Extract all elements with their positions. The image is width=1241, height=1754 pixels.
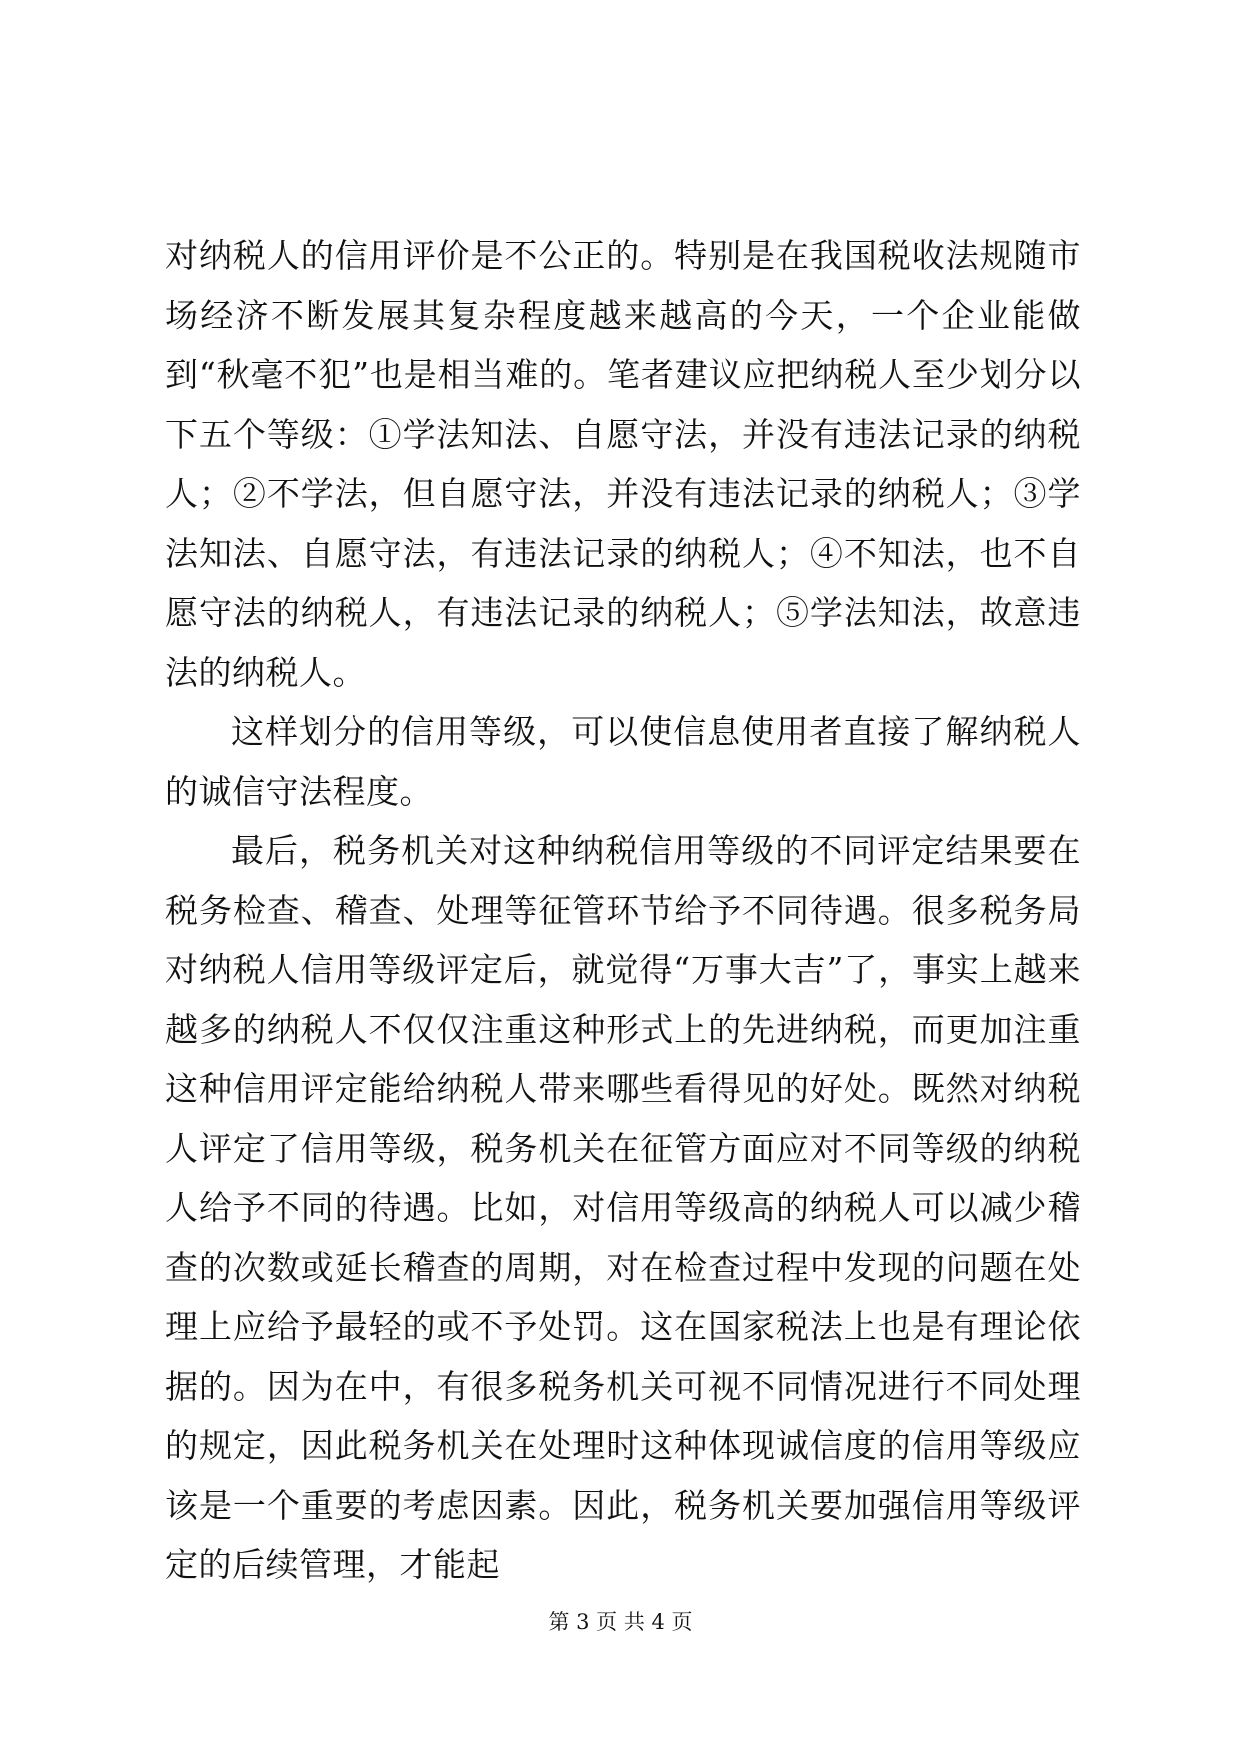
page-footer: 第 3 页 共 4 页 (548, 1610, 693, 1634)
paragraph-2: 这样划分的信用等级，可以使信息使用者直接了解纳税人的诚信守法程度。 (165, 712, 1081, 811)
paragraph-3: 最后，税务机关对这种纳税信用等级的不同评定结果要在税务检查、稽查、处理等征管环节给予不同待遇。很多税务局对纳税人信用等级评定后，就觉得“万事大吉”了，事实上越来越多的纳税人不仅仅注重这种形式上的先进纳税，而更加注重这种信用评定能给纳税人带来哪些看得见的好处。既然对纳税人评定了信用等级，税务机关在征管方面应对不同等级的纳税人给予不同的待遇。比如，对信用等级高的纳税人可以减少稽查的次数或延长稽查的周期，对在检查过程中发现的问题在处理上应给予最轻的或不予处罚。这在国家税法上也是有理论依据的。因为在中，有很多税务机关可视不同情况进行不同处理的规定，因此税务机关在处理时这种体现诚信度的信用等级应该是一个重要的考虑因素。因此，税务机关要加强信用等级评定的后续管理，才能起 (165, 831, 1081, 1584)
paragraph-1: 对纳税人的信用评价是不公正的。特别是在我国税收法规随市场经济不断发展其复杂程度越来越高的今天，一个企业能做到“秋毫不犯”也是相当难的。笔者建议应把纳税人至少划分以下五个等级：①学法知法、自愿守法，并没有违法记录的纳税人；②不学法，但自愿守法，并没有违法记录的纳税人；③学法知法、自愿守法，有违法记录的纳税人；④不知法，也不自愿守法的纳税人，有违法记录的纳税人；⑤学法知法，故意违法的纳税人。 (165, 236, 1081, 692)
document-body (165, 226, 1081, 1595)
